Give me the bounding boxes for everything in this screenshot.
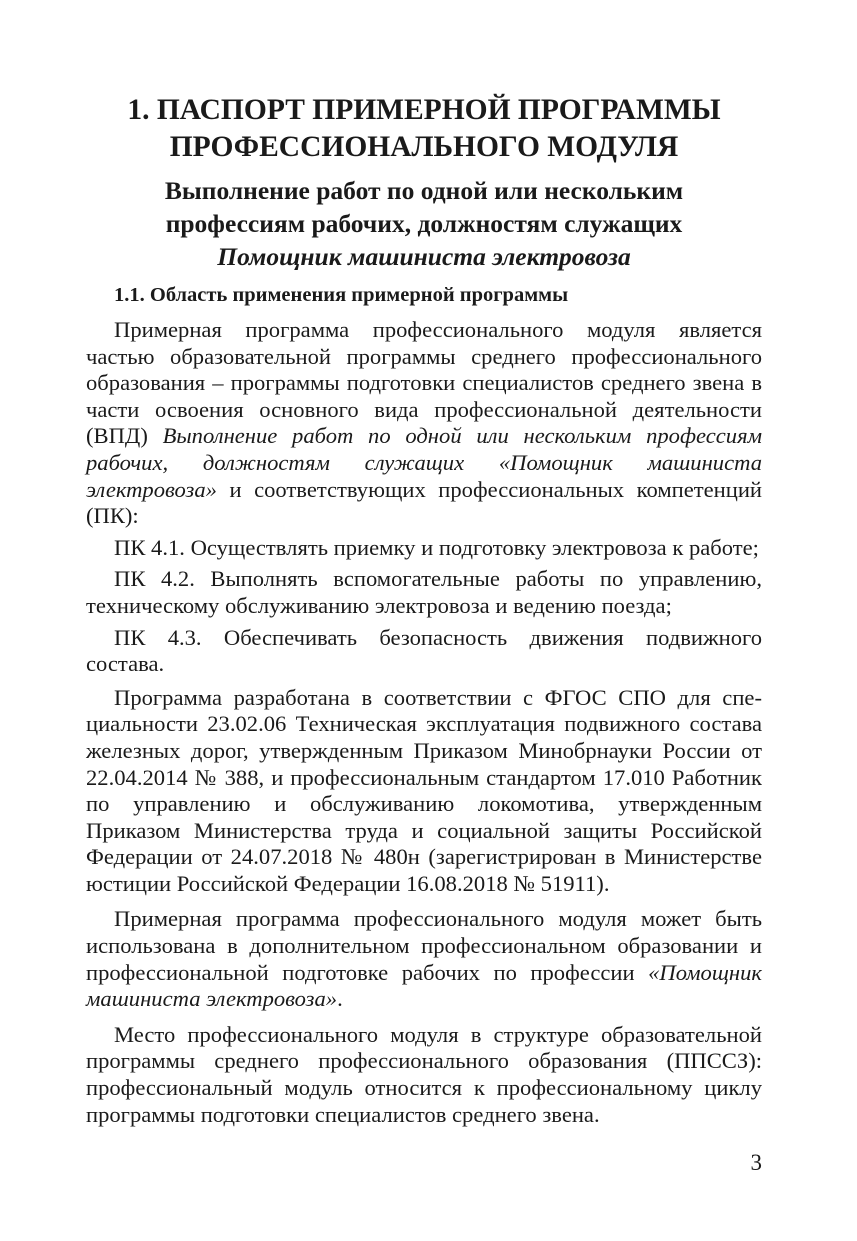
paragraph-usage-text: Примерная программа профессионального модуля может быть использована в дополнительном профессиональном образовании и профессиональной подготовке рабочих по профессии bbox=[86, 906, 762, 985]
paragraph-scope-text: Примерная программа профессионального модуля является частью образовательной программы среднего профессионального образования – программы подготовки специалистов среднего звена в части освоения основного вида профессиональной деятельности (ВПД) bbox=[86, 317, 762, 449]
paragraph-usage bbox=[86, 906, 762, 1012]
main-heading-line-2: ПРОФЕССИОНАЛЬНОГО МОДУЛЯ bbox=[169, 131, 679, 163]
sub-heading bbox=[86, 174, 762, 240]
paragraph-usage-tail: . bbox=[337, 986, 343, 1012]
main-heading bbox=[86, 92, 762, 166]
document-page bbox=[86, 92, 762, 1128]
profession-title: Помощник машиниста электровоза bbox=[217, 242, 631, 271]
paragraph-usage-italic: «Помощник машиниста электровоза» bbox=[86, 959, 762, 1012]
paragraph-module-place: Место профессионального модуля в структуре образовательной программы среднего профессионального образования (ППССЗ): профессиональный модуль относится к профессиональному циклу программы подготовки специалистов среднего звена. bbox=[86, 1021, 762, 1127]
main-heading-line-1: 1. ПАСПОРТ ПРИМЕРНОЙ ПРОГРАММЫ bbox=[127, 94, 721, 126]
competency-pk-4-1: ПК 4.1. Осуществлять приемку и подготовку электровоза к работе; bbox=[114, 534, 759, 560]
paragraph-scope bbox=[86, 317, 762, 530]
competency-pk-4-2: ПК 4.2. Выполнять вспомогательные работы по управлению, техническому обслуживанию электровоза и ведению поезда; bbox=[86, 566, 762, 618]
paragraph-scope-italic: Выполнение работ по одной или нескольким профессиям рабочих, должностям служащих «Помощник машиниста электровоза» bbox=[86, 423, 762, 502]
sub-heading-line-1: Выполнение работ по одной или нескольким bbox=[164, 176, 684, 205]
section-title: 1.1. Область применения примерной программы bbox=[114, 284, 569, 306]
page-number: 3 bbox=[750, 1150, 762, 1175]
paragraph-standards: Программа разработана в соответствии с ФГОС СПО для специальности 23.02.06 Техническая эксплуатация подвижного состава железных дорог, утвержденным Приказом Минобрнауки России от 22.04.2014 № 388, и профессиональным стандартом 17.010 Работник по управлению и обслуживанию локомотива, утвержденным Приказом Министерства труда и социальной защиты Российской Федерации от 24.07.2018 № 480н (зарегистрирован в Министерстве юстиции Российской Федерации 16.08.2018 № 51911). bbox=[86, 684, 762, 896]
body-text bbox=[86, 317, 762, 1128]
competency-pk-4-3: ПК 4.3. Обеспечивать безопасность движения подвижного состава. bbox=[86, 624, 762, 677]
sub-heading-line-2: профессиям рабочих, должностям служащих bbox=[165, 209, 683, 238]
paragraph-scope-tail: и соответствующих профессиональных компетенций (ПК): bbox=[86, 476, 762, 529]
